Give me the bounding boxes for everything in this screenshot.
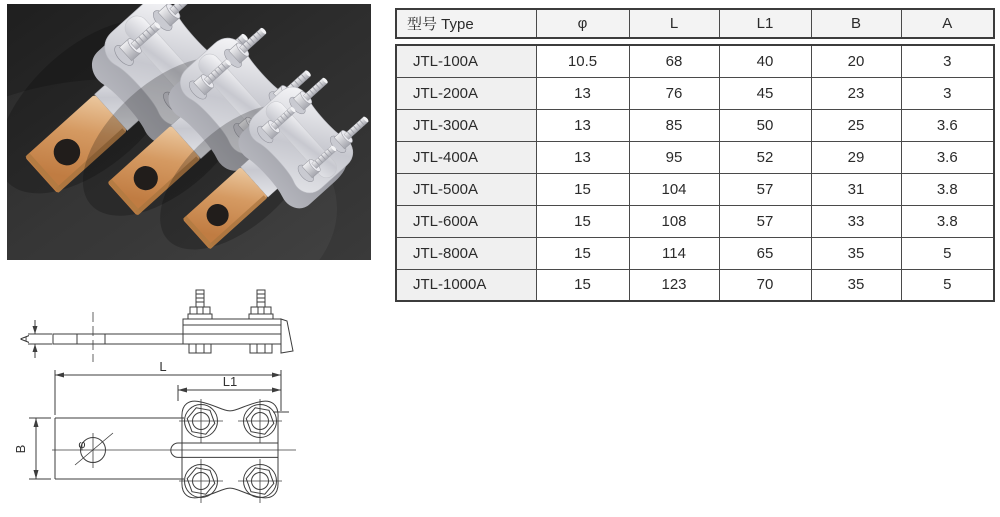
dim-label-hole-diameter: φ <box>78 439 86 451</box>
spec-table-header-row <box>396 9 994 38</box>
cell-value: 45 <box>719 77 811 109</box>
cell-type: JTL-500A <box>396 173 536 205</box>
product-photo <box>7 4 371 260</box>
cell-value: 20 <box>811 45 901 77</box>
cell-value: 25 <box>811 109 901 141</box>
cell-value: 10.5 <box>536 45 629 77</box>
cell-value: 57 <box>719 205 811 237</box>
cell-value: 76 <box>629 77 719 109</box>
header-cell-l: L <box>629 9 719 38</box>
cell-value: 108 <box>629 205 719 237</box>
cell-type: JTL-1000A <box>396 269 536 301</box>
cell-value: 85 <box>629 109 719 141</box>
header-cell-a: A <box>901 9 994 38</box>
cell-type: JTL-200A <box>396 77 536 109</box>
header-cell-b: B <box>811 9 901 38</box>
cell-value: 33 <box>811 205 901 237</box>
cell-value: 114 <box>629 237 719 269</box>
cell-type: JTL-100A <box>396 45 536 77</box>
cell-value: 15 <box>536 173 629 205</box>
dim-label-A: A <box>18 334 32 344</box>
cell-value: 23 <box>811 77 901 109</box>
cell-value: 13 <box>536 109 629 141</box>
cell-value: 31 <box>811 173 901 205</box>
cell-value: 3.8 <box>901 173 994 205</box>
table-row <box>396 237 994 269</box>
cell-value: 40 <box>719 45 811 77</box>
dim-label-L1: L1 <box>222 374 238 389</box>
spec-table <box>395 8 993 302</box>
spec-table-body <box>396 45 994 301</box>
table-row <box>396 269 994 301</box>
cell-value: 95 <box>629 141 719 173</box>
cell-value: 50 <box>719 109 811 141</box>
cell-value: 35 <box>811 237 901 269</box>
cell-value: 29 <box>811 141 901 173</box>
header-cell-l1: L1 <box>719 9 811 38</box>
header-cell-φ: φ <box>536 9 629 38</box>
cell-value: 3 <box>901 45 994 77</box>
cell-value: 35 <box>811 269 901 301</box>
dim-label-B: B <box>13 444 28 454</box>
table-row <box>396 45 994 77</box>
table-row <box>396 77 994 109</box>
cell-value: 15 <box>536 269 629 301</box>
cell-value: 13 <box>536 141 629 173</box>
table-row <box>396 173 994 205</box>
dim-label-L: L <box>159 359 167 374</box>
cell-value: 3.6 <box>901 141 994 173</box>
table-row <box>396 205 994 237</box>
cell-value: 3.8 <box>901 205 994 237</box>
cell-value: 3 <box>901 77 994 109</box>
cell-value: 57 <box>719 173 811 205</box>
cell-type: JTL-400A <box>396 141 536 173</box>
table-row <box>396 109 994 141</box>
cell-value: 68 <box>629 45 719 77</box>
cell-value: 5 <box>901 269 994 301</box>
cell-value: 70 <box>719 269 811 301</box>
cell-value: 5 <box>901 237 994 269</box>
cell-value: 15 <box>536 205 629 237</box>
cell-value: 15 <box>536 237 629 269</box>
cell-type: JTL-800A <box>396 237 536 269</box>
cell-type: JTL-300A <box>396 109 536 141</box>
cell-value: 13 <box>536 77 629 109</box>
header-cell-type: 型号 Type <box>396 9 536 38</box>
cell-type: JTL-600A <box>396 205 536 237</box>
spec-table-header <box>395 8 995 39</box>
cell-value: 104 <box>629 173 719 205</box>
technical-drawing <box>8 282 310 517</box>
cell-value: 3.6 <box>901 109 994 141</box>
cell-value: 52 <box>719 141 811 173</box>
cell-value: 65 <box>719 237 811 269</box>
table-row <box>396 141 994 173</box>
cell-value: 123 <box>629 269 719 301</box>
spec-table-body-table <box>395 44 995 302</box>
